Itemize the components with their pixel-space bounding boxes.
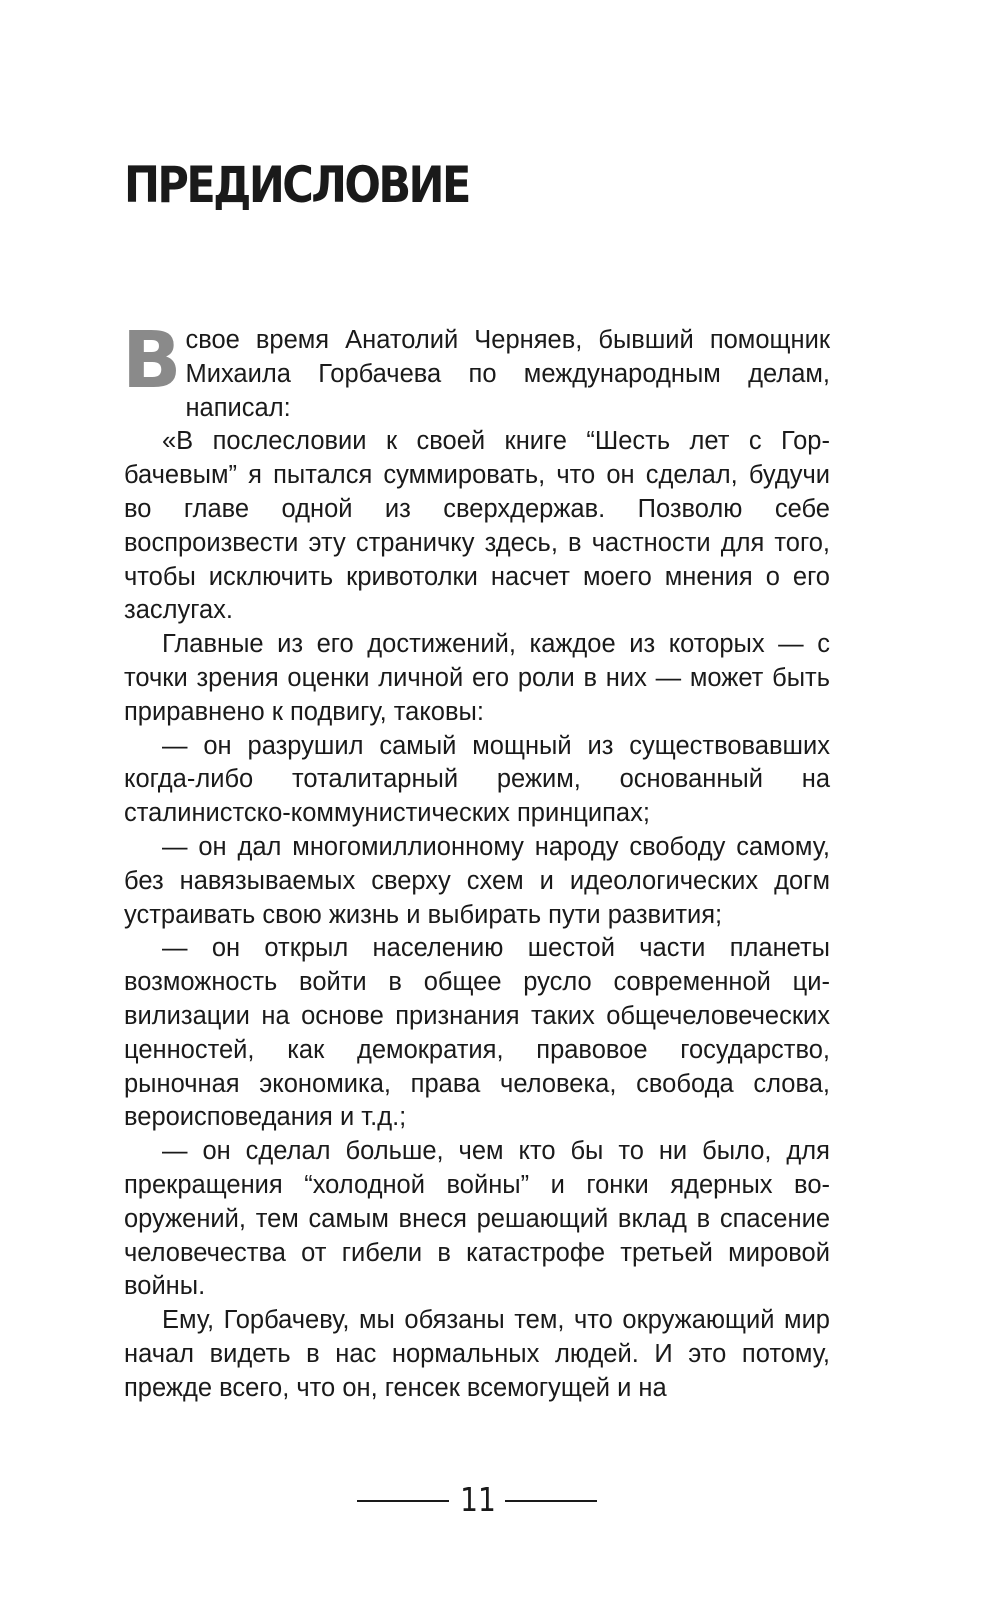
drop-cap: В	[122, 316, 182, 406]
list-item-civilization: — он открыл населению шестой части планеты возможность войти в общее русло современной цивилизации на основе признания таких общечеловеческих ценностей, как демократия, правовое государство, рыночная экономика, права человека, свобода слова, вероисповедания и т.д.;	[124, 934, 830, 1132]
body-text	[122, 316, 830, 1406]
chapter-title: ПРЕДИСЛОВИЕ	[124, 156, 469, 214]
footer-rule-right	[505, 1500, 597, 1502]
list-item-cold-war: — он сделал больше, чем кто бы то ни было, для прекращения “холодной войны” и гонки ядерных вооружений, тем самым внеся решающий вклад в спасение человечества от гибели в катастрофе третьей мировой войны.	[124, 1137, 830, 1301]
footer-rule-left	[357, 1500, 449, 1502]
paragraph-normal-people: Ему, Горбачеву, мы обязаны тем, что окружающий мир начал видеть в нас нормальных людей. И это потому, прежде всего, что он, генсек всемогущей и на	[124, 1306, 830, 1402]
page-footer	[0, 1478, 1000, 1522]
list-item-freedom: — он дал многомиллионному народу свободу самому, без навязываемых сверху схем и идеологических догм устраивать свою жизнь и выбирать пути развития;	[124, 832, 830, 929]
paragraph-intro	[122, 316, 830, 425]
list-item-totalitarian-regime: — он разрушил самый мощный из существовавших когда-либо тоталитарный режим, основанный на сталинистско-коммунистических принципах;	[124, 731, 830, 828]
page-number: 11	[460, 1480, 496, 1519]
paragraph-achievements-intro: Главные из его достижений, каждое из которых — с точки зрения оценки личной его роли в них — может быть приравнено к подвигу, таковы:	[124, 630, 830, 726]
paragraph-quote-start: «В послесловии к своей книге “Шесть лет с Горбачевым” я пытался суммировать, что он сделал, будучи во главе одной из сверхдержав. Позволю себе воспроизвести эту страничку здесь, в частности для того, чтобы исключить кривотолки насчет моего мнения о его заслугах.	[124, 427, 830, 625]
paragraph-intro-text: свое время Анатолий Черняев, бывший помощник Михаила Горбачева по международным делам, написал:	[185, 326, 830, 422]
